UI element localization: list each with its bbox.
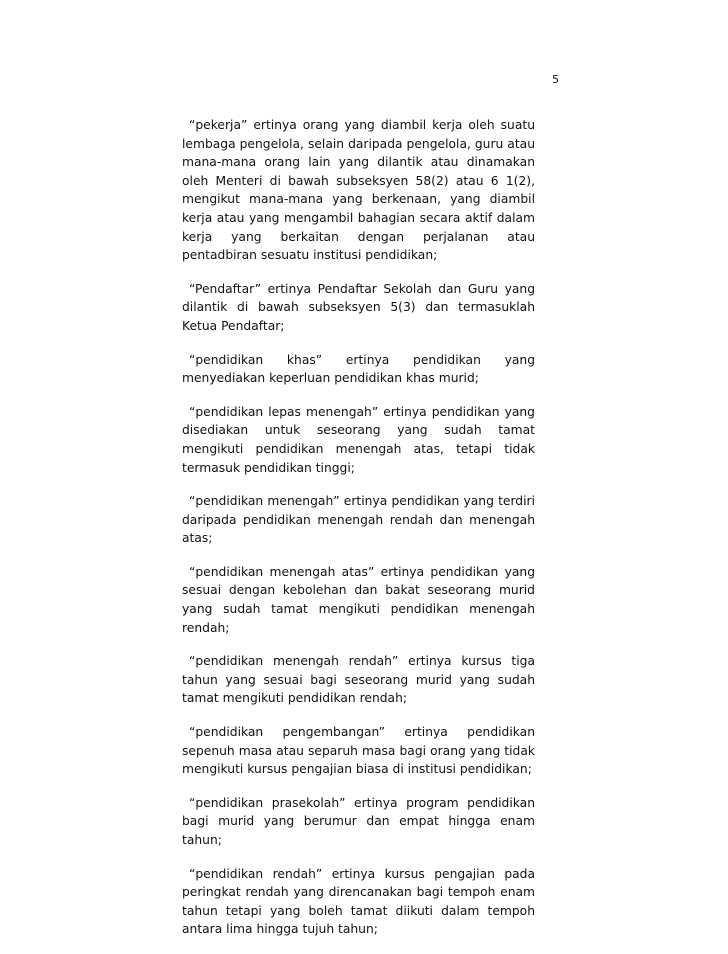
definition-pendidikan-lepas-menengah: “pendidikan lepas menengah” ertinya pendidikan yang disediakan untuk seseorang yang sudah tamat mengikuti pendidikan menengah atas, tetapi tidak termasuk pendidikan tinggi; — [182, 404, 535, 475]
definition-pendidikan-menengah: “pendidikan menengah” ertinya pendidikan yang terdiri daripada pendidikan menengah rendah dan menengah atas; — [182, 494, 535, 546]
definition-pendidikan-rendah: “pendidikan rendah” ertinya kursus pengajian pada peringkat rendah yang direncanakan bagi tempoh enam tahun tetapi yang boleh tamat diikuti dalam tempoh antara lima hingga tujuh tahun; — [182, 866, 535, 937]
document-body — [182, 116, 535, 954]
definition-pendidikan-prasekolah: “pendidikan prasekolah” ertinya program pendidikan bagi murid yang berumur dan empat hingga enam tahun; — [182, 795, 535, 847]
definition-pendidikan-pengembangan: “pendidikan pengembangan” ertinya pendidikan sepenuh masa atau separuh masa bagi orang yang tidak mengikuti kursus pengajian biasa di institusi pendidikan; — [182, 725, 535, 777]
definition-pendidikan-menengah-rendah: “pendidikan menengah rendah” ertinya kursus tiga tahun yang sesuai bagi seseorang murid yang sudah tamat mengikuti pendidikan rendah; — [182, 654, 535, 706]
definition-pendaftar: “Pendaftar” ertinya Pendaftar Sekolah dan Guru yang dilantik di bawah subseksyen 5(3) dan termasuklah Ketua Pendaftar; — [182, 281, 535, 333]
definition-pendidikan-menengah-atas: “pendidikan menengah atas” ertinya pendidikan yang sesuai dengan kebolehan dan bakat seseorang murid yang sudah tamat mengikuti pendidikan menengah rendah; — [182, 564, 535, 635]
definition-pekerja: “pekerja” ertinya orang yang diambil kerja oleh suatu lembaga pengelola, selain daripada pengelola, guru atau mana-mana orang lain yang dilantik atau dinamakan oleh Menteri di bawah subseksyen 58(2) atau 6 1(2), mengikut mana-mana yang berkenaan, yang diambil kerja atau yang mengambil bahagian secara aktif dalam kerja yang berkaitan dengan perjalanan atau pentadbiran sesuatu institusi pendidikan; — [182, 118, 535, 263]
definition-pendidikan-khas: “pendidikan khas” ertinya pendidikan yang menyediakan keperluan pendidikan khas murid; — [182, 352, 535, 386]
page-number: 5 — [552, 73, 559, 86]
